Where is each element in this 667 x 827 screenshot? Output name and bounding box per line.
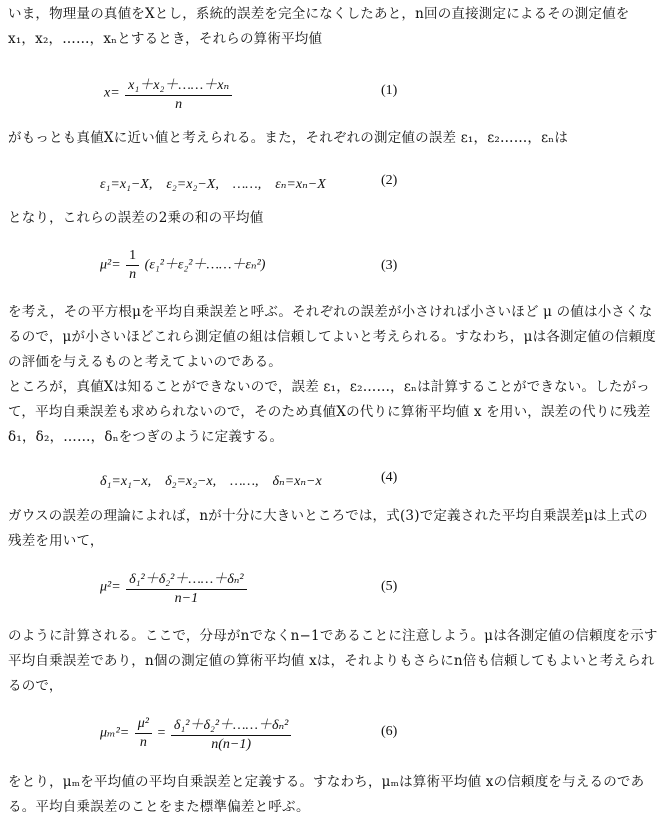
paragraph-text: ガウスの誤差の理論によれば，nが十分に大きいところでは，式(3)で定義された平均自乗誤差μは上式の残差を用いて， (8, 508, 648, 549)
equation-4-body: δ₁=x₁−x, δ₂=x₂−x, ……, δₙ=xₙ−x (100, 474, 322, 489)
paragraph-text: いま，物理量の真値をXとし，系統的誤差を完全になくしたあと，n回の直接測定によるその測定値を x₁，x₂，……，xₙとするとき，それらの算術平均値 (8, 6, 635, 47)
paragraph-text: をとり，μₘを平均値の平均自乗誤差と定義する。すなわち，μₘは算術平均値 xの信頼度を与えるのである。平均自乗誤差のことをまた標準偏差と呼ぶ。 (8, 774, 645, 815)
equation-3-number: (3) (381, 258, 398, 273)
equation-6-number: (6) (381, 724, 398, 739)
equation-3-fraction (126, 248, 139, 283)
equation-1-body (104, 74, 234, 113)
paragraph-calculation (8, 624, 660, 699)
equation-6-numerator-1: μ² (135, 716, 152, 734)
equation-5-body (100, 568, 249, 607)
equation-3-body (100, 248, 265, 283)
paragraph-text: を考え，その平方根μを平均自乗誤差と呼ぶ。それぞれの誤差が小さければ小さいほど μ の値は小さくなるので，μが小さいほどこれら測定値の組は信頼してよいと考えられる。すなわち，μは各測定値の信頼度の評価を与えるものと考えてよいのである。 (8, 304, 656, 370)
equation-3-lhs: μ²= (100, 257, 121, 273)
paragraph-text: ところが，真値Xは知ることができないので，誤差 ε₁，ε₂……，εₙは計算することができない。したがって，平均自乗誤差も求められないので，そのため真値Xの代りに算術平均値 x を用い，誤差の代りに残差 δ₁，δ₂，……，δₙをつぎのように定義する。 (8, 379, 656, 445)
equation-1-lhs: x= (104, 85, 120, 101)
paragraph-intro (8, 2, 660, 52)
paragraph-mean-square-error (8, 300, 660, 375)
paragraph-gauss (8, 504, 660, 554)
paragraph-text: となり，これらの誤差の2乗の和の平均値 (8, 210, 264, 226)
paragraph-text: のように計算される。ここで，分母がnでなくn−1であることに注意しよう。μは各測定値の信頼度を示す平均自乗誤差であり，n個の測定値の算術平均値 xは，それよりもさらにn倍も信頼してもよいと考えられるので， (8, 628, 658, 694)
equation-5-number: (5) (381, 579, 398, 594)
paragraph-square-mean (8, 206, 660, 231)
equation-2-body: ε₁=x₁−X, ε₂=x₂−X, ……, εₙ=xₙ−X (100, 177, 326, 192)
equation-6-denominator-2: n(n−1) (211, 737, 251, 752)
equation-6-fraction-2 (171, 714, 291, 753)
equation-4-number: (4) (381, 470, 398, 485)
equation-6-numerator-2: δ₁²＋δ₂²＋……＋δₙ² (171, 714, 291, 736)
equation-1-fraction (125, 74, 232, 113)
equation-6 (0, 714, 667, 758)
paragraph-standard-deviation (8, 770, 660, 820)
equation-6-fraction-1 (135, 716, 152, 751)
equation-6-denominator-1: n (139, 735, 147, 750)
equation-3-numerator: 1 (126, 248, 139, 266)
equation-3 (0, 248, 667, 292)
equation-1-denominator: n (175, 97, 183, 112)
paragraph-text: がもっとも真値Xに近い値と考えられる。また，それぞれの測定値の誤差 ε₁，ε₂……，εₙは (8, 130, 569, 146)
equation-5-lhs: μ²= (100, 579, 121, 595)
paragraph-errors (8, 126, 660, 151)
equation-5-numerator: δ₁²＋δ₂²＋……＋δₙ² (126, 568, 246, 590)
equation-5-fraction (126, 568, 246, 607)
equation-1-number: (1) (381, 83, 398, 98)
equation-5-denominator: n−1 (174, 591, 199, 606)
equation-5 (0, 568, 667, 612)
equation-6-equals: = (157, 725, 166, 741)
equation-6-lhs: μₘ²= (100, 725, 130, 741)
paragraph-residuals (8, 375, 660, 450)
equation-6-body (100, 714, 293, 753)
equation-1-numerator: x₁＋x₂＋……＋xₙ (125, 74, 232, 96)
equation-2-number: (2) (381, 173, 398, 188)
equation-3-rhs: (ε₁²＋ε₂²＋……＋εₙ²) (144, 257, 266, 273)
equation-3-denominator: n (129, 267, 137, 282)
equation-1 (0, 74, 667, 118)
